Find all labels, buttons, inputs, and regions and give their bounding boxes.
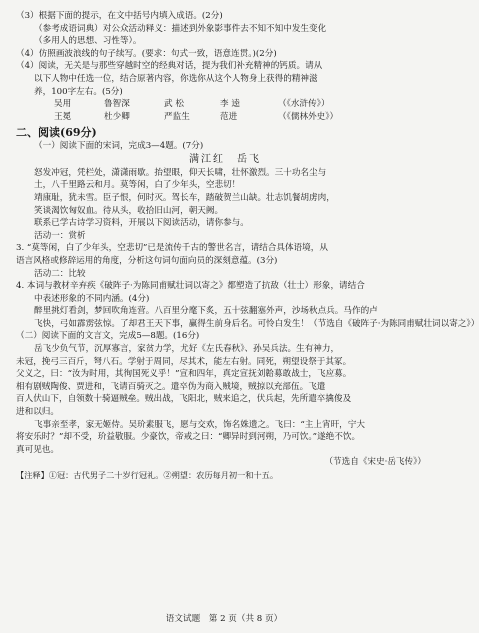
poem-body	[16, 167, 434, 217]
text-line: 进和以归。	[16, 407, 59, 418]
page-footer: 语文试题 第 2 页（共 8 页）	[165, 614, 283, 624]
text-line: 未冠，挽弓三百斤，弩八石。学射于周同，尽其术，能左右射。同死，朔望设祭于其冢。	[16, 356, 352, 367]
text-line: 笑谈渴饮匈奴血。待从头，收拾旧山河，朝天阙。	[34, 205, 224, 216]
question-block-top	[16, 10, 434, 98]
text-line: （多用人的思想、习性等）。	[34, 36, 142, 47]
name-cell: （《儒林外史》）	[278, 111, 339, 122]
task-block	[16, 217, 479, 343]
text-line: 岳飞少负气节，沉厚寡言，家贫力学，尤好《左氏春秋》、孙吴兵法。生有神力，	[34, 344, 340, 355]
text-line: 怒发冲冠，凭栏处，潇潇雨歇。抬望眼，仰天长啸，壮怀激烈。三十功名尘与	[34, 167, 327, 178]
poem-intro: （一）阅读下面的宋词，完成3—4题。(7分)	[34, 141, 204, 152]
text-line: 以下人物中任选一位，结合原著内容，你选你从这个人物身上获得的精神滋	[34, 73, 318, 84]
text-line: （参考成语词典）对公众活动释义：描述到外象影事件去不知不知中发生变化	[34, 23, 327, 34]
text-line: 飞事亲至孝，家无姬侍。吴玠素服飞，愿与交欢，饰名姝遗之。飞曰：“主上宵旰，宁大	[34, 419, 365, 430]
text-line: 父义之，曰：“汝为时用，其徇国死义乎！”宣和四年，真定宣抚刘韐募敢战士，飞应募。	[16, 369, 352, 380]
text-line: 语言风格或修辞运用的角度，分析这句词句面向员的深刻意蕴。(3分)	[16, 255, 278, 266]
section-title: 二、阅读(69分)	[16, 126, 97, 140]
text-line: 靖康耻，犹未雪。臣子恨，何时灭。驾长车，踏破贺兰山缺。壮志饥餐胡虏肉，	[34, 192, 335, 203]
text-line: 3. “莫等闲，白了少年头，空悲切”已是流传千古的警世名言，请结合具体语境，从	[16, 243, 328, 254]
text-line: 联系已学古诗学习资料，开展以下阅读活动，请你参与。	[34, 218, 249, 229]
name-cell: 鲁智深	[104, 99, 130, 110]
text-line: 中表述形象的不同内涵。(4分)	[34, 293, 150, 304]
prose-block-2	[16, 419, 434, 457]
poem-title: 满江红 岳飞	[189, 153, 261, 165]
annotation: 【注释】①冠：古代男子二十岁行冠礼。②朔望：农历每月初一和十五。	[16, 470, 279, 480]
name-cell: 王冕	[54, 111, 72, 122]
text-line: （3）根据下面的提示，在文中括号内填入成语。(2分)	[16, 11, 223, 21]
text-line: 百人伏山下，自领数十骑逼贼垒。贼出战，飞阳北，贼来追之，伏兵起，先所遣卒擒俊及	[16, 394, 352, 405]
text-line: 相有剧贼陶俊、贾进和，飞请百骑灭之。遣卒伪为商入贼境，贼掠以充部伍。飞遣	[16, 381, 326, 392]
name-cell: 武 松	[164, 99, 184, 110]
text-line: 土，八千里路云和月。莫等闲，白了少年头，空悲切！	[34, 180, 241, 191]
name-cell: 范进	[220, 111, 238, 122]
name-cell: （《水浒传》）	[278, 99, 330, 110]
text-line: （4）仿照画波浪线的句子续写。(要求：句式一致，语意连贯。)(2分)	[16, 48, 277, 59]
name-cell: 严监生	[164, 111, 190, 122]
text-line: 醉里挑灯看剑，梦回吹角连营。八百里分麾下炙，五十弦翻塞外声，沙场秋点兵。马作的卢	[34, 306, 378, 317]
text-line: 4. 本词与教材辛弃疾《破阵子·为陈同甫赋壮词以寄之》都塑造了抗敌（壮士）形象，请结合	[16, 281, 365, 292]
text-line: 活动一：赏析	[34, 230, 86, 241]
text-line: （二）阅读下面的文言文，完成5—8题。(16分)	[16, 331, 200, 342]
text-line: （4）阅读，无关是与那些穿越时空的经典对话，提为我们补充精神的钙质。请从	[16, 61, 323, 72]
name-cell: 李 逵	[220, 99, 240, 110]
prose-block	[16, 343, 434, 419]
text-line: 将安乐时？”却不受，玠益敬服。少豪饮，帝戒之曰：“卿异时到河朔，乃可饮。”遂绝不饮。	[16, 432, 361, 443]
text-line: 养，100字左右。(5分)	[34, 86, 123, 97]
text-line: 真可见也。	[16, 444, 59, 455]
name-cell: 吴用	[54, 99, 72, 110]
name-cell: 杜少卿	[104, 111, 130, 122]
text-line: 飞快，弓如霹雳弦惊。了却君王天下事，赢得生前身后名。可怜白发生！（节选自《破阵子·为陈同甫赋壮词以寄之》）	[34, 318, 479, 329]
text-line: 活动二：比较	[34, 268, 86, 279]
character-names-row-1	[16, 98, 434, 111]
source-note: （节选自《宋史·岳飞传》）	[324, 457, 426, 468]
character-names-row-2	[16, 111, 434, 124]
